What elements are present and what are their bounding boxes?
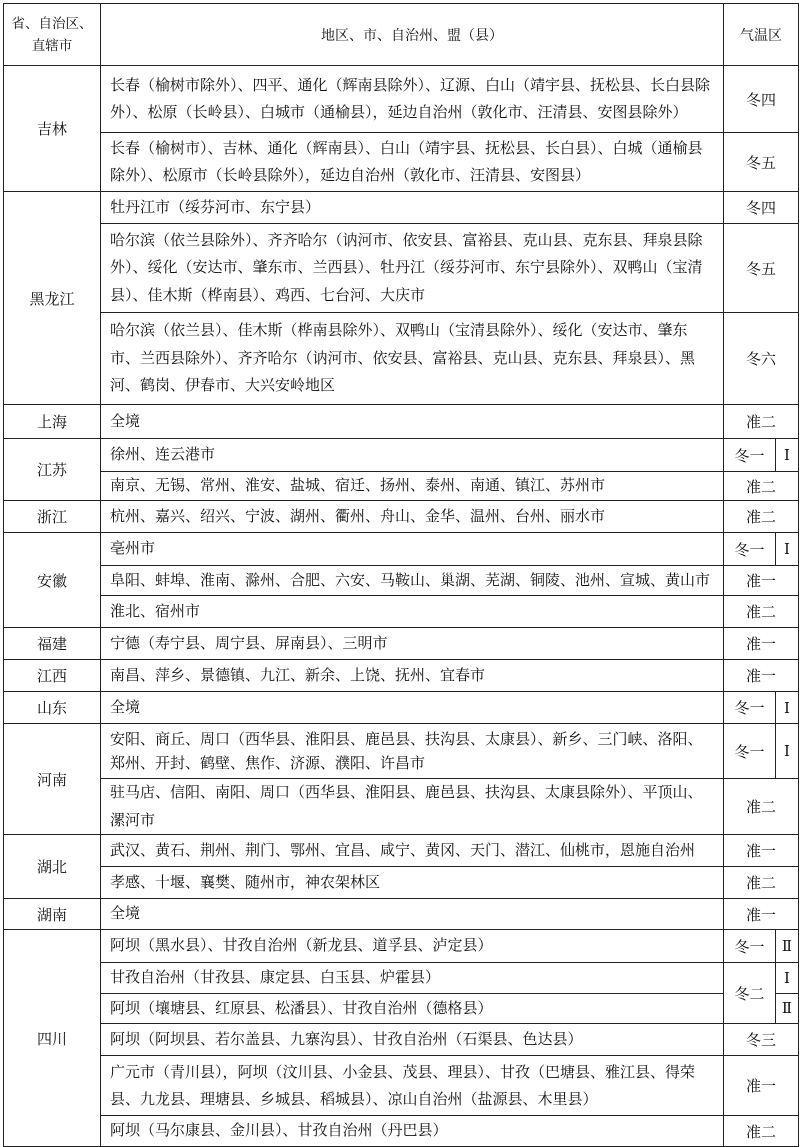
region-cell: 哈尔滨（依兰县除外）、齐齐哈尔（讷河市、依安县、富裕县、克山县、克东县、拜泉县除外）、绥化（安达市、肇东市、兰西县）、牡丹江（绥芬河市、东宁县除外）、双鸭山（宝清县）、佳木斯（桦南县）、鸡西、七台河、大庆市 bbox=[101, 224, 724, 313]
zone-cell: 冬四 bbox=[724, 66, 799, 133]
province-cell: 江苏 bbox=[4, 439, 101, 501]
table-row bbox=[4, 405, 799, 439]
zone-cell: 准一 bbox=[724, 566, 799, 596]
zone-subclass: Ⅰ bbox=[775, 439, 798, 471]
header-region: 地区、市、自治州、盟（县） bbox=[101, 4, 724, 66]
table-row bbox=[4, 224, 799, 313]
header-zone: 气温区 bbox=[724, 4, 799, 66]
province-cell: 河南 bbox=[4, 724, 101, 835]
zone-subclass: Ⅰ bbox=[775, 692, 798, 723]
zone-cell: 准二 bbox=[724, 472, 799, 501]
zone-label: 冬一 bbox=[734, 742, 765, 761]
zone-cell: 准一 bbox=[724, 628, 799, 660]
zone-subclass: Ⅰ bbox=[775, 724, 798, 778]
table-row bbox=[4, 313, 799, 405]
header-province-line1: 省、自治区、 bbox=[11, 15, 93, 32]
region-cell: 哈尔滨（依兰县）、佳木斯（桦南县除外）、双鸭山（宝清县除外）、绥化（安达市、肇东市、兰西县除外）、齐齐哈尔（讷河市、依安县、富裕县、克山县、克东县、拜泉县）、黑河、鹤岗、伊春市、大兴安岭地区 bbox=[101, 313, 724, 405]
zone-cell: 准一 bbox=[724, 835, 799, 867]
zone-subclass: Ⅰ bbox=[776, 963, 798, 994]
zone-cell bbox=[724, 439, 799, 472]
table-row bbox=[4, 66, 799, 133]
province-cell: 江西 bbox=[4, 660, 101, 692]
region-cell: 武汉、黄石、荆州、荆门、鄂州、宜昌、咸宁、黄冈、天门、潜江、仙桃市，恩施自治州 bbox=[101, 835, 724, 867]
zone-label: 冬一 bbox=[734, 540, 765, 559]
province-cell: 黑龙江 bbox=[4, 192, 101, 405]
region-cell: 阿坝（黑水县）、甘孜自治州（新龙县、道孚县、泸定县） bbox=[101, 930, 724, 963]
region-cell: 牡丹江市（绥芬河市、东宁县） bbox=[101, 192, 724, 224]
table-row bbox=[4, 1116, 799, 1147]
zone-cell: 准二 bbox=[724, 596, 799, 628]
zone-cell: 准一 bbox=[724, 899, 799, 930]
table-row bbox=[4, 692, 799, 724]
zone-subclass: Ⅱ bbox=[781, 999, 793, 1018]
region-cell: 宁德（寿宁县、周宁县、屏南县）、三明市 bbox=[101, 628, 724, 660]
region-cell: 驻马店、信阳、南阳、周口（西华县、淮阳县、鹿邑县、扶沟县、太康县除外）、平顶山、漯河市 bbox=[101, 779, 724, 835]
table-row bbox=[4, 963, 799, 994]
province-cell: 安徽 bbox=[4, 533, 101, 628]
region-cell: 全境 bbox=[101, 692, 724, 724]
province-cell: 湖南 bbox=[4, 899, 101, 930]
table-row bbox=[4, 899, 799, 930]
zone-cell: 冬三 bbox=[724, 1024, 799, 1056]
zone-cell: 准二 bbox=[724, 867, 799, 899]
header-province bbox=[4, 4, 101, 66]
province-cell: 四川 bbox=[4, 930, 101, 1147]
zone-cell bbox=[724, 533, 799, 566]
zone-label: 冬一 bbox=[734, 937, 765, 956]
province-cell: 山东 bbox=[4, 692, 101, 724]
region-cell: 阿坝（阿坝县、若尔盖县、九寨沟县）、甘孜自治州（石渠县、色达县） bbox=[101, 1024, 724, 1056]
zone-cell: 冬五 bbox=[724, 224, 799, 313]
table-row bbox=[4, 501, 799, 533]
zone-cell: 准二 bbox=[724, 501, 799, 533]
region-cell: 广元市（青川县），阿坝（汶川县、小金县、茂县、理县）、甘孜（巴塘县、雅江县、得荣县、九龙县、理塘县、乡城县、稻城县）、凉山自治州（盐源县、木里县） bbox=[101, 1056, 724, 1116]
table-row bbox=[4, 1024, 799, 1056]
region-cell: 南京、无锡、常州、淮安、盐城、宿迁、扬州、泰州、南通、镇江、苏州市 bbox=[101, 472, 724, 501]
zone-label: 冬一 bbox=[734, 446, 765, 465]
region-cell: 徐州、连云港市 bbox=[101, 439, 724, 472]
region-cell: 亳州市 bbox=[101, 533, 724, 566]
table-row bbox=[4, 993, 799, 1024]
zone-cell: 准一 bbox=[724, 1056, 799, 1116]
province-cell: 福建 bbox=[4, 628, 101, 660]
region-cell: 全境 bbox=[101, 899, 724, 930]
zone-cell bbox=[724, 692, 799, 724]
region-cell: 全境 bbox=[101, 405, 724, 439]
province-cell: 湖北 bbox=[4, 835, 101, 899]
region-cell: 淮北、宿州市 bbox=[101, 596, 724, 628]
zone-subclass: Ⅰ bbox=[775, 533, 798, 565]
table-row bbox=[4, 1056, 799, 1116]
header-row bbox=[4, 4, 799, 66]
table-row bbox=[4, 596, 799, 628]
zone-cell bbox=[724, 724, 799, 779]
table-row bbox=[4, 566, 799, 596]
table-row bbox=[4, 724, 799, 779]
zone-cell bbox=[724, 963, 799, 1024]
region-cell: 长春（榆树市除外）、四平、通化（辉南县除外）、辽源、白山（靖宇县、抚松县、长白县除外）、松原（长岭县）、白城市（通榆县），延边自治州（敦化市、汪清县、安图县除外） bbox=[101, 66, 724, 133]
province-cell: 上海 bbox=[4, 405, 101, 439]
zone-cell: 准二 bbox=[724, 405, 799, 439]
zone-cell: 准二 bbox=[724, 1116, 799, 1147]
region-cell: 南昌、萍乡、景德镇、九江、新余、上饶、抚州、宜春市 bbox=[101, 660, 724, 692]
region-cell: 阿坝（马尔康县、金川县）、甘孜自治州（丹巴县） bbox=[101, 1116, 724, 1147]
region-cell: 阜阳、蚌埠、淮南、滁州、合肥、六安、马鞍山、巢湖、芜湖、铜陵、池州、宣城、黄山市 bbox=[101, 566, 724, 596]
region-cell: 安阳、商丘、周口（西华县、淮阳县、鹿邑县、扶沟县、太康县）、新乡、三门峡、洛阳、郑州、开封、鹤壁、焦作、济源、濮阳、许昌市 bbox=[101, 724, 724, 779]
header-province-line2: 直辖市 bbox=[31, 37, 73, 54]
table-row bbox=[4, 439, 799, 472]
table-row bbox=[4, 660, 799, 692]
table-row bbox=[4, 779, 799, 835]
table-row bbox=[4, 533, 799, 566]
zone-cell: 冬四 bbox=[724, 192, 799, 224]
zone-subclass: Ⅱ bbox=[775, 930, 798, 962]
zone-cell bbox=[724, 930, 799, 963]
region-cell: 孝感、十堰、襄樊、随州市，神农架林区 bbox=[101, 867, 724, 899]
region-cell: 阿坝（壤塘县、红原县、松潘县）、甘孜自治州（德格县） bbox=[101, 993, 724, 1024]
province-cell: 吉林 bbox=[4, 66, 101, 192]
region-cell: 长春（榆树市）、吉林、通化（辉南县）、白山（靖宇县、抚松县、长白县）、白城（通榆县除外）、松原市（长岭县除外），延边自治州（敦化市、汪清县、安图县） bbox=[101, 133, 724, 192]
table-row bbox=[4, 472, 799, 501]
table-row bbox=[4, 628, 799, 660]
province-cell: 浙江 bbox=[4, 501, 101, 533]
zone-label: 冬二 bbox=[734, 984, 765, 1003]
climate-zone-table bbox=[3, 3, 799, 1147]
zone-label: 冬一 bbox=[734, 699, 765, 717]
table-row bbox=[4, 835, 799, 867]
zone-cell: 准一 bbox=[724, 660, 799, 692]
zone-cell: 冬六 bbox=[724, 313, 799, 405]
region-cell: 杭州、嘉兴、绍兴、宁波、湖州、衢州、舟山、金华、温州、台州、丽水市 bbox=[101, 501, 724, 533]
zone-cell: 冬五 bbox=[724, 133, 799, 192]
table-row bbox=[4, 867, 799, 899]
table-row bbox=[4, 192, 799, 224]
table-row bbox=[4, 133, 799, 192]
zone-cell: 准二 bbox=[724, 779, 799, 835]
table-row bbox=[4, 930, 799, 963]
region-cell: 甘孜自治州（甘孜县、康定县、白玉县、炉霍县） bbox=[101, 963, 724, 994]
